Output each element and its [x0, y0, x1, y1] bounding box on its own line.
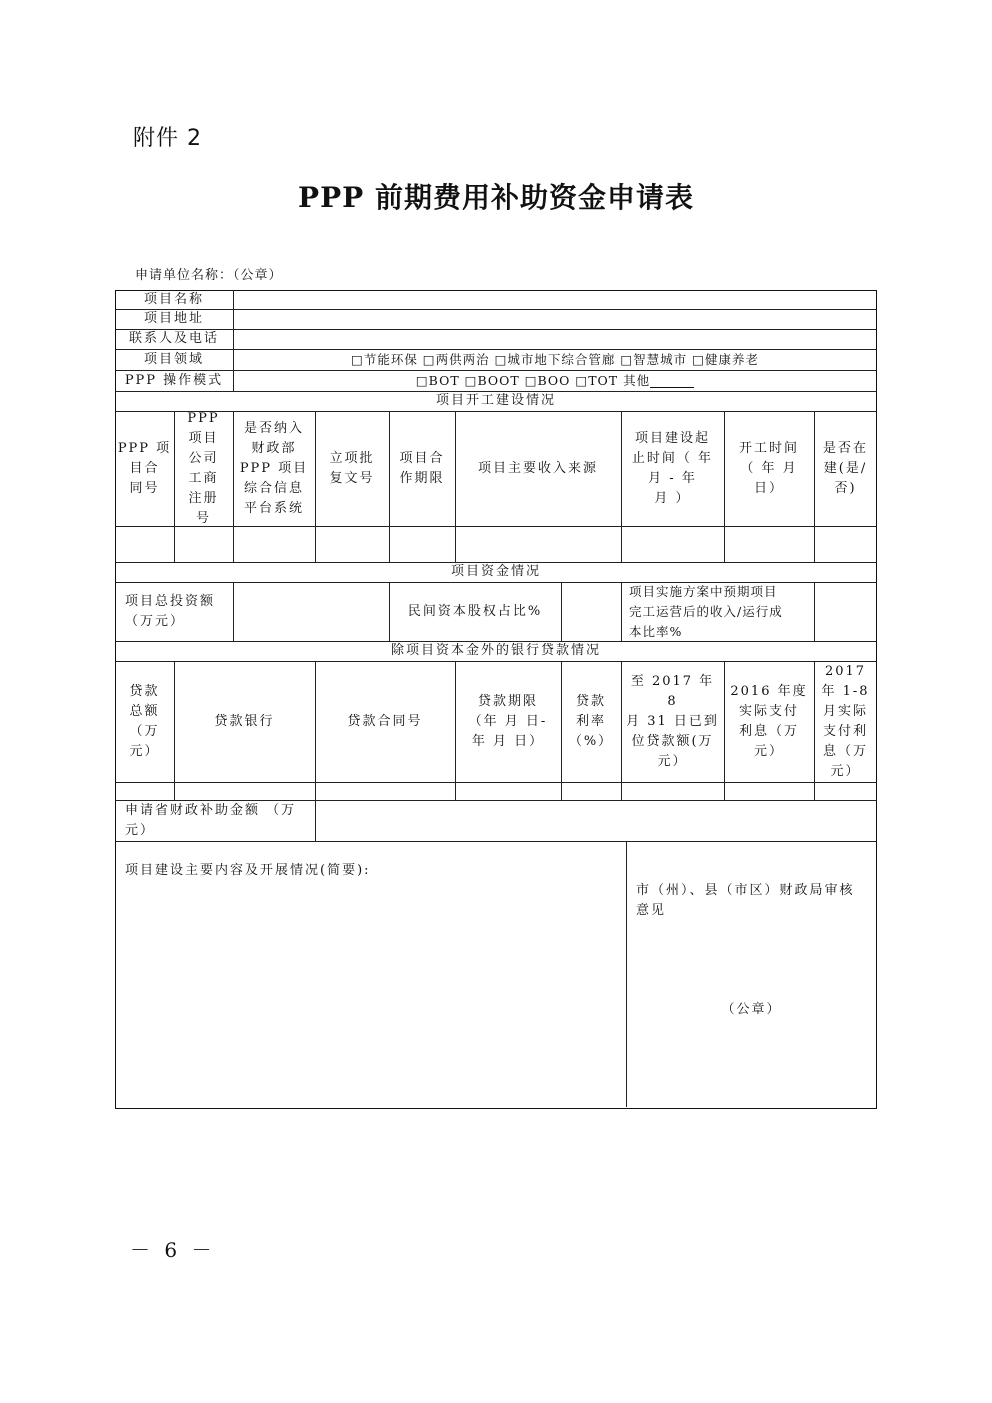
attachment-label: 附件 2 — [133, 126, 202, 151]
ppp-mode-text: □BOT □BOOT □BOO □TOT 其他 — [415, 372, 651, 388]
row-rule — [115, 782, 877, 783]
construction-header-start-date: 开工时间 （ 年 月 日） — [738, 440, 799, 496]
col-rule — [233, 582, 234, 641]
row-rule — [115, 526, 877, 527]
construction-header-period: 项目建设起 止时间（ 年 月 - 年 月 ） — [631, 430, 714, 506]
loans-header-total: 贷款 总额 （万 元） — [129, 683, 160, 759]
label-project-name: 项目名称 — [143, 291, 204, 307]
ppp-mode-other-blank — [650, 374, 694, 388]
applicant-line: 申请单位名称：（公章） — [135, 268, 283, 283]
label-review-seal: （公章） — [721, 1002, 782, 1017]
construction-header-contract-no: PPP 项 目合 同号 — [117, 440, 172, 496]
col-rule — [561, 582, 562, 641]
label-revenue-ratio: 项目实施方案中预期项目 完工运营后的收入/运行成 本比率% — [629, 583, 783, 639]
label-private-equity: 民间资本股权占比% — [407, 603, 543, 619]
construction-header-revenue-source: 项目主要收入来源 — [477, 460, 598, 476]
construction-header-under-construction: 是否在 建(是/ 否) — [822, 440, 868, 496]
label-project-address: 项目地址 — [143, 311, 204, 326]
loans-header-term: 贷款期限 （年 月 日- 年 月 日） — [468, 693, 548, 749]
label-total-investment: 项目总投资额 （万元） — [125, 593, 216, 629]
construction-header-term: 项目合 作期限 — [399, 450, 445, 486]
loans-header-rate: 贷款 利率 （%） — [568, 693, 614, 749]
label-subsidy-amount: 申请省财政补助金额 （万 元） — [125, 802, 297, 838]
page-title: PPP 前期费用补助资金申请表 — [298, 181, 694, 214]
application-form-table — [115, 290, 877, 1109]
section-loans-title: 除项目资本金外的银行贷款情况 — [390, 643, 601, 658]
construction-header-registration-no: PPP 项目 公司 工商 注册 号 — [187, 410, 220, 526]
col-rule — [315, 800, 316, 841]
domain-options: □节能环保 □两供两治 □城市地下综合管廊 □智慧城市 □健康养老 — [351, 351, 759, 367]
page-number: － 6 － — [130, 1238, 216, 1262]
label-contact: 联系人及电话 — [128, 331, 219, 346]
construction-header-approval-no: 立项批 复文号 — [329, 450, 375, 486]
label-ppp-mode: PPP 操作模式 — [124, 372, 224, 388]
loans-header-interest-2017: 2017 年 1-8 月实际 支付利 息（万 元） — [821, 663, 870, 779]
col-rule — [814, 582, 815, 641]
loans-header-contract-no: 贷款合同号 — [347, 713, 423, 729]
label-construction-content: 项目建设主要内容及开展情况(简要): — [125, 863, 371, 878]
label-project-domain: 项目领域 — [143, 351, 204, 367]
section-funds-title: 项目资金情况 — [450, 564, 541, 579]
loans-header-received: 至 2017 年 8 月 31 日已到 位贷款额(万 元） — [626, 673, 719, 769]
ppp-mode-options — [233, 370, 877, 391]
section-construction-title: 项目开工建设情况 — [435, 393, 556, 408]
label-finance-review: 市（州）、县（市区）财政局审核 意见 — [636, 883, 855, 918]
loans-header-bank: 贷款银行 — [214, 713, 275, 729]
construction-header-platform: 是否纳入 财政部 PPP 项目 综合信息 平台系统 — [239, 420, 309, 516]
loans-header-interest-2016: 2016 年度 实际支付 利息（万 元） — [730, 683, 808, 759]
